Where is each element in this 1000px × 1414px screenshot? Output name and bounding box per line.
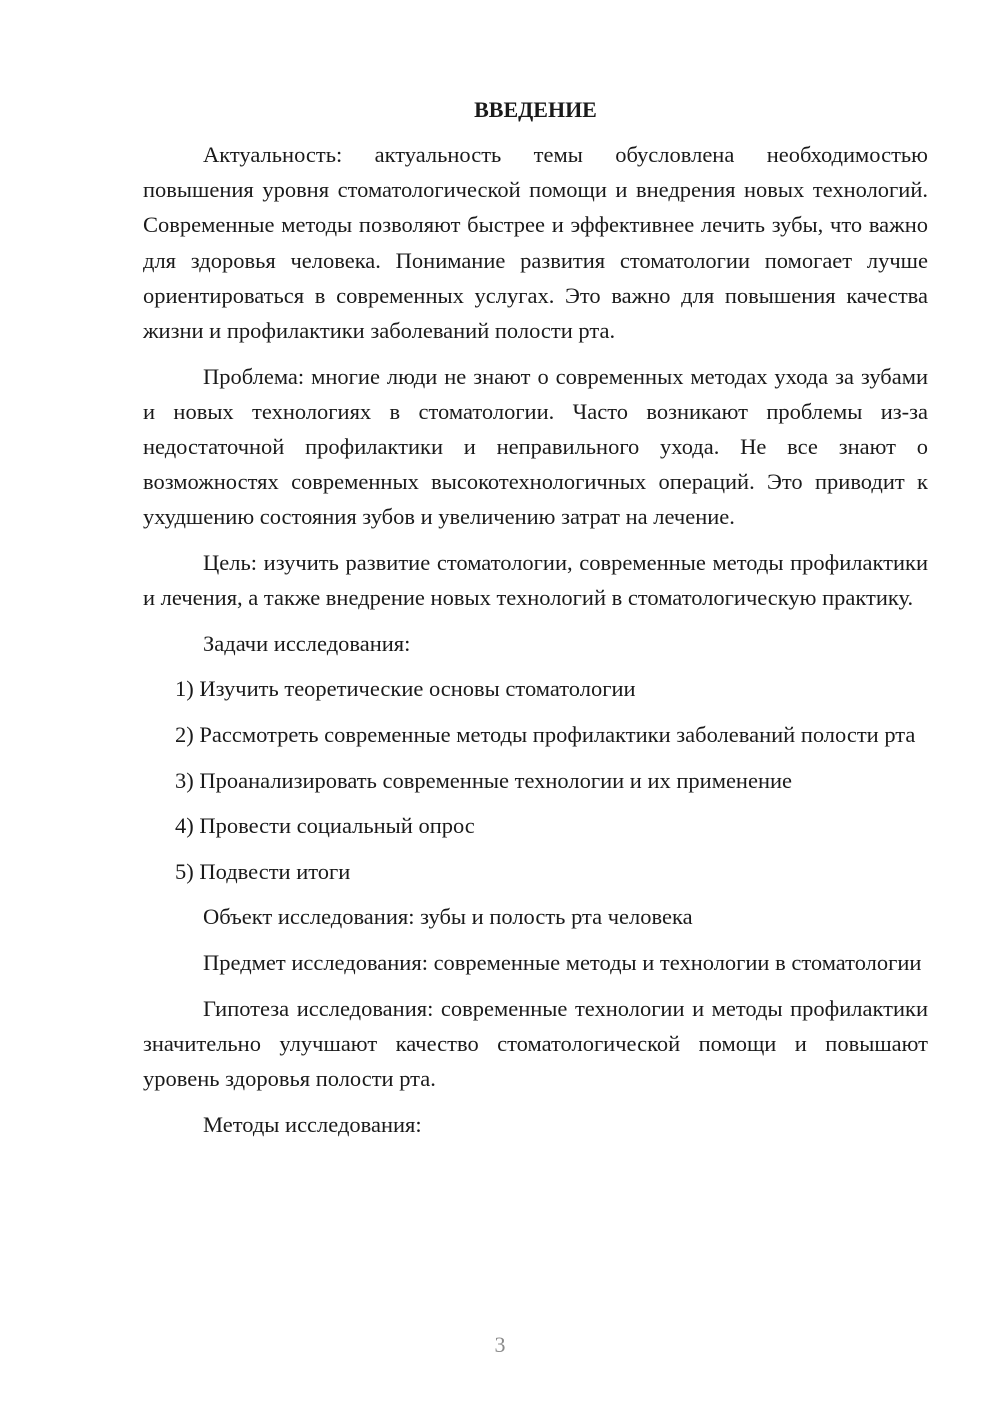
paragraph-object: Объект исследования: зубы и полость рта человека xyxy=(203,904,693,930)
paragraph-subject: Предмет исследования: современные методы и технологии в стоматологии xyxy=(203,949,922,975)
task-item-2: 2) Рассмотреть современные методы профилактики заболеваний полости рта xyxy=(175,722,916,747)
task-item-1: 1) Изучить теоретические основы стоматологии xyxy=(175,676,636,702)
document-page xyxy=(143,92,928,1152)
paragraph-tasks-heading: Задачи исследования: xyxy=(203,630,411,656)
paragraph-goal: Цель: изучить развитие стоматологии, современные методы профилактики и лечения, а также внедрение новых технологий в стоматологическую практику. xyxy=(143,550,928,611)
task-item-5: 5) Подвести итоги xyxy=(175,858,351,884)
paragraph-hypothesis: Гипотеза исследования: современные технологии и методы профилактики значительно улучшают качество стоматологической помощи и повышают уровень здоровья полости рта. xyxy=(143,995,928,1091)
task-item-3: 3) Проанализировать современные технологии и их применение xyxy=(175,767,793,793)
paragraph-methods: Методы исследования: xyxy=(203,1111,422,1137)
page-number: 3 xyxy=(494,1332,506,1357)
section-title: ВВЕДЕНИЕ xyxy=(474,97,597,122)
paragraph-relevance: Актуальность: актуальность темы обусловлена необходимостью повышения уровня стоматологической помощи и внедрения новых технологий. Современные методы позволяют быстрее и эффективнее лечить зубы, что важно для здоровья человека. Понимание развития стоматологии помогает лучше ориентироваться в современных услугах. Это важно для повышения качества жизни и профилактики заболеваний полости рта. xyxy=(143,142,928,344)
paragraph-problem: Проблема: многие люди не знают о современных методах ухода за зубами и новых технологиях в стоматологии. Часто возникают проблемы из-за недостаточной профилактики и неправильного ухода. Не все знают о возможностях современных высокотехнологичных операций. Это приводит к ухудшению состояния зубов и увеличению затрат на лечение. xyxy=(143,363,928,530)
task-item-4: 4) Провести социальный опрос xyxy=(175,813,475,839)
